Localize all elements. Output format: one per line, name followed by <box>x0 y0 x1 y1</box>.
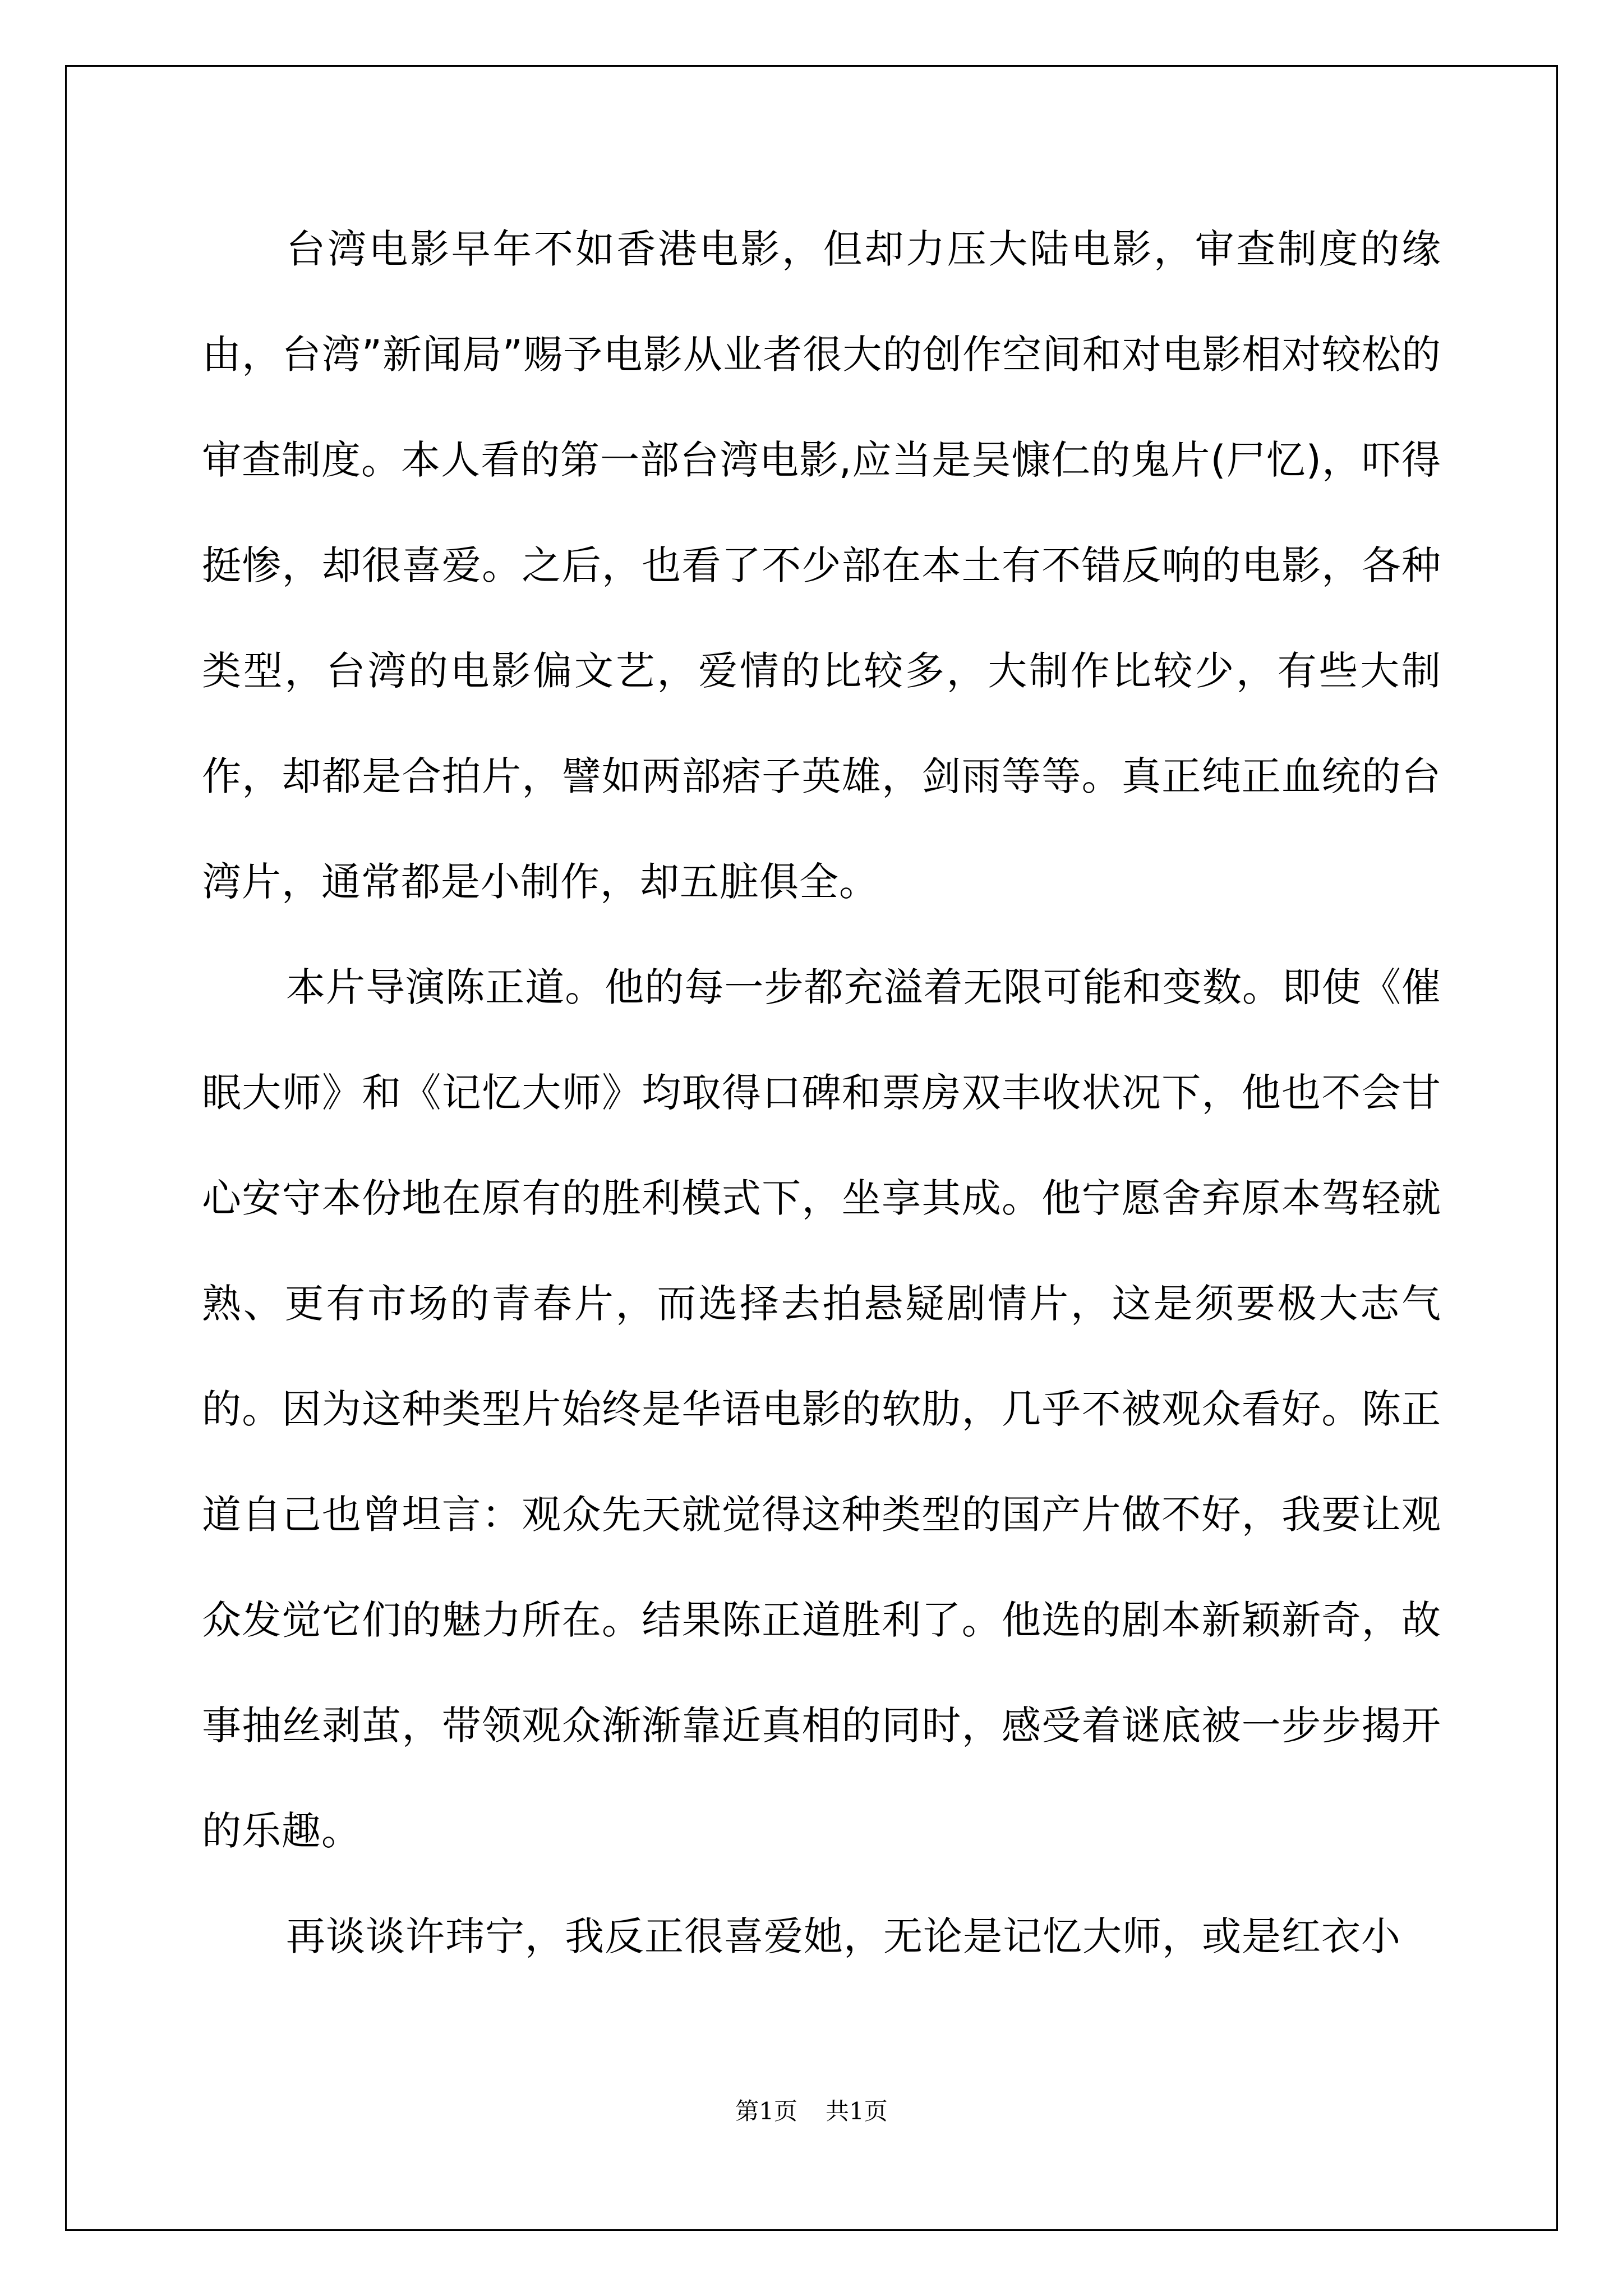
document-body <box>202 196 1441 1989</box>
page-number: 第1页 <box>735 2097 797 2125</box>
paragraph-2: 本片导演陈正道。他的每一步都充溢着无限可能和变数。即使《催眠大师》和《记忆大师》均取得口碑和票房双丰收状况下，他也不会甘心安守本份地在原有的胜利模式下，坐享其成。他宁愿舍弃原本驾轻就熟、更有市场的青春片，而选择去拍悬疑剧情片，这是须要极大志气的。因为这种类型片始终是华语电影的软肋，几乎不被观众看好。陈正道自己也曾坦言：观众先天就觉得这种类型的国产片做不好，我要让观众发觉它们的魅力所在。结果陈正道胜利了。他选的剧本新颖新奇，故事抽丝剥茧，带领观众渐渐靠近真相的同时，感受着谜底被一步步揭开的乐趣。 <box>202 964 1441 1854</box>
paragraph-3: 再谈谈许玮宁，我反正很喜爱她，无论是记忆大师，或是红衣小 <box>286 1913 1401 1959</box>
paragraph-1: 台湾电影早年不如香港电影，但却力压大陆电影，审查制度的缘由，台湾”新闻局”赐予电影从业者很大的创作空间和对电影相对较松的审查制度。本人看的第一部台湾电影,应当是吴慷仁的鬼片(尸忆)，吓得挺惨，却很喜爱。之后，也看了不少部在本土有不错反响的电影，各种类型，台湾的电影偏文艺，爱情的比较多，大制作比较少，有些大制作，却都是合拍片，譬如两部痞子英雄，剑雨等等。真正纯正血统的台湾片，通常都是小制作，却五脏俱全。 <box>202 226 1441 905</box>
page-total: 共1页 <box>826 2097 888 2125</box>
page-footer <box>0 2095 1623 2128</box>
